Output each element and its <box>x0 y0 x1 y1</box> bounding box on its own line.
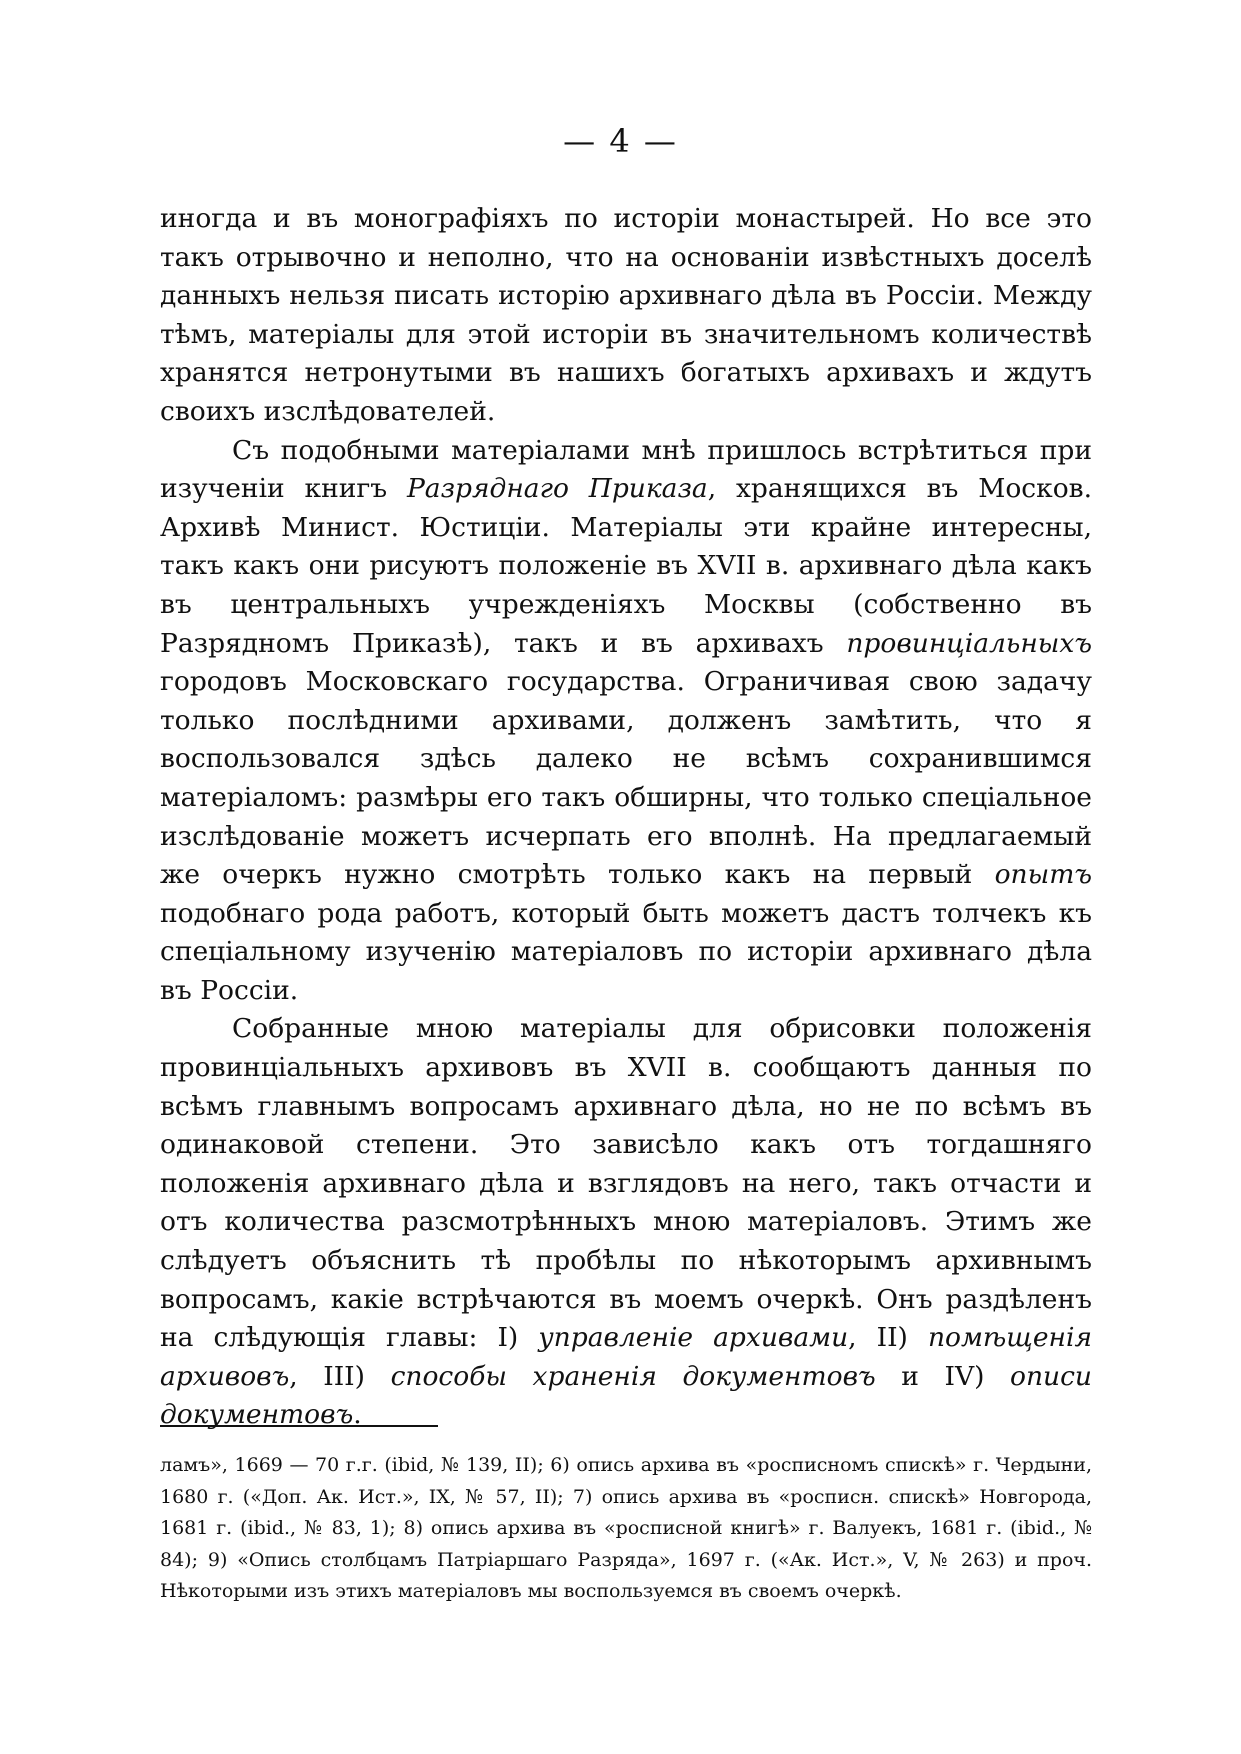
text-run: и IV) <box>875 1360 1010 1392</box>
italic-text: управленіе архивами <box>538 1322 849 1354</box>
italic-text: описи документовъ <box>160 1360 1092 1431</box>
italic-text: способы храненія документовъ <box>390 1360 876 1392</box>
text-run: . <box>353 1399 362 1431</box>
paragraph <box>160 200 1092 432</box>
text-run: иногда и въ монографіяхъ по исторіи монастырей. Но все это такъ отрывочно и неполно, что на основаніи извѣстныхъ доселѣ данныхъ нельзя писать исторію архивнаго дѣла въ Россіи. Между тѣмъ, матеріалы для этой исторіи въ значительномъ количествѣ хранятся нетронутыми въ нашихъ богатыхъ архивахъ и ждутъ своихъ изслѣдователей. <box>160 203 1092 427</box>
paragraph <box>160 432 1092 1011</box>
italic-text: Разряднаго Приказа <box>406 473 708 505</box>
text-run: подобнаго рода работъ, который быть можетъ дастъ толчекъ къ спеціальному изученію матеріаловъ по исторіи архивнаго дѣла въ Россіи. <box>160 897 1092 1006</box>
paragraph <box>160 1010 1092 1435</box>
text-run: , III) <box>289 1360 391 1392</box>
italic-text: провинціальныхъ <box>846 627 1092 659</box>
footnote-divider <box>160 1425 438 1427</box>
footnote-text: ламъ», 1669 — 70 г.г. (ibid, № 139, II); 6) опись архива въ «росписномъ спискѣ» г. Чердыни, 1680 г. («Доп. Ак. Ист.», IX, № 57, II); 7) опись архива въ «росписн. спискѣ» Новгорода, 1681 г. (ibid., № 83, 1); 8) опись архива въ «росписной книгѣ» г. Валуекъ, 1681 г. (ibid., № 84); 9) «Опись столбцамъ Патріаршаго Разряда», 1697 г. («Ак. Ист.», V, № 263) и проч. Нѣкоторыми изъ этихъ матеріаловъ мы воспользуемся въ своемъ очеркѣ. <box>160 1454 1092 1603</box>
text-run: Съ подобными матеріалами мнѣ пришлось встрѣтиться при изученіи книгъ <box>160 434 1092 505</box>
italic-text: помѣщенія архивовъ <box>160 1322 1092 1392</box>
text-run: городовъ Московскаго государства. Ограничивая свою задачу только послѣдними архивами, долженъ замѣтить, что я воспользовался здѣсь далеко не всѣмъ сохранившимся матеріаломъ: размѣры его такъ обширны, что только спеціальное изслѣдованіе можетъ исчерпать его вполнѣ. На предлагаемый же очеркъ нужно смотрѣть только какъ на первый <box>160 666 1092 891</box>
text-run: , хранящихся въ Москов. Архивѣ Минист. Юстиціи. Матеріалы эти крайне интересны, такъ какъ они рисуютъ положеніе въ XVII в. архивнаго дѣла какъ въ центральныхъ учрежденіяхъ Москвы (собственно въ Разрядномъ Приказѣ), такъ и въ архивахъ <box>160 473 1092 659</box>
page-number: — 4 — <box>563 122 678 160</box>
main-text <box>160 200 1092 1435</box>
footnotes <box>160 1450 1092 1608</box>
italic-text: опытъ <box>994 859 1092 891</box>
text-run: Собранные мною матеріалы для обрисовки положенія провинціальныхъ архивовъ въ XVII в. сообщаютъ данныя по всѣмъ главнымъ вопросамъ архивнаго дѣла, но не по всѣмъ въ одинаковой степени. Это зависѣло какъ отъ тогдашняго положенія архивнаго дѣла и взглядовъ на него, такъ отчасти и отъ количества разсмотрѣнныхъ мною матеріаловъ. Этимъ же слѣдуетъ объяснить тѣ пробѣлы по нѣкоторымъ архивнымъ вопросамъ, какіе встрѣчаются въ моемъ очеркѣ. Онъ раздѣленъ на слѣдующія главы: I) <box>160 1013 1092 1354</box>
text-run: , II) <box>848 1322 928 1354</box>
